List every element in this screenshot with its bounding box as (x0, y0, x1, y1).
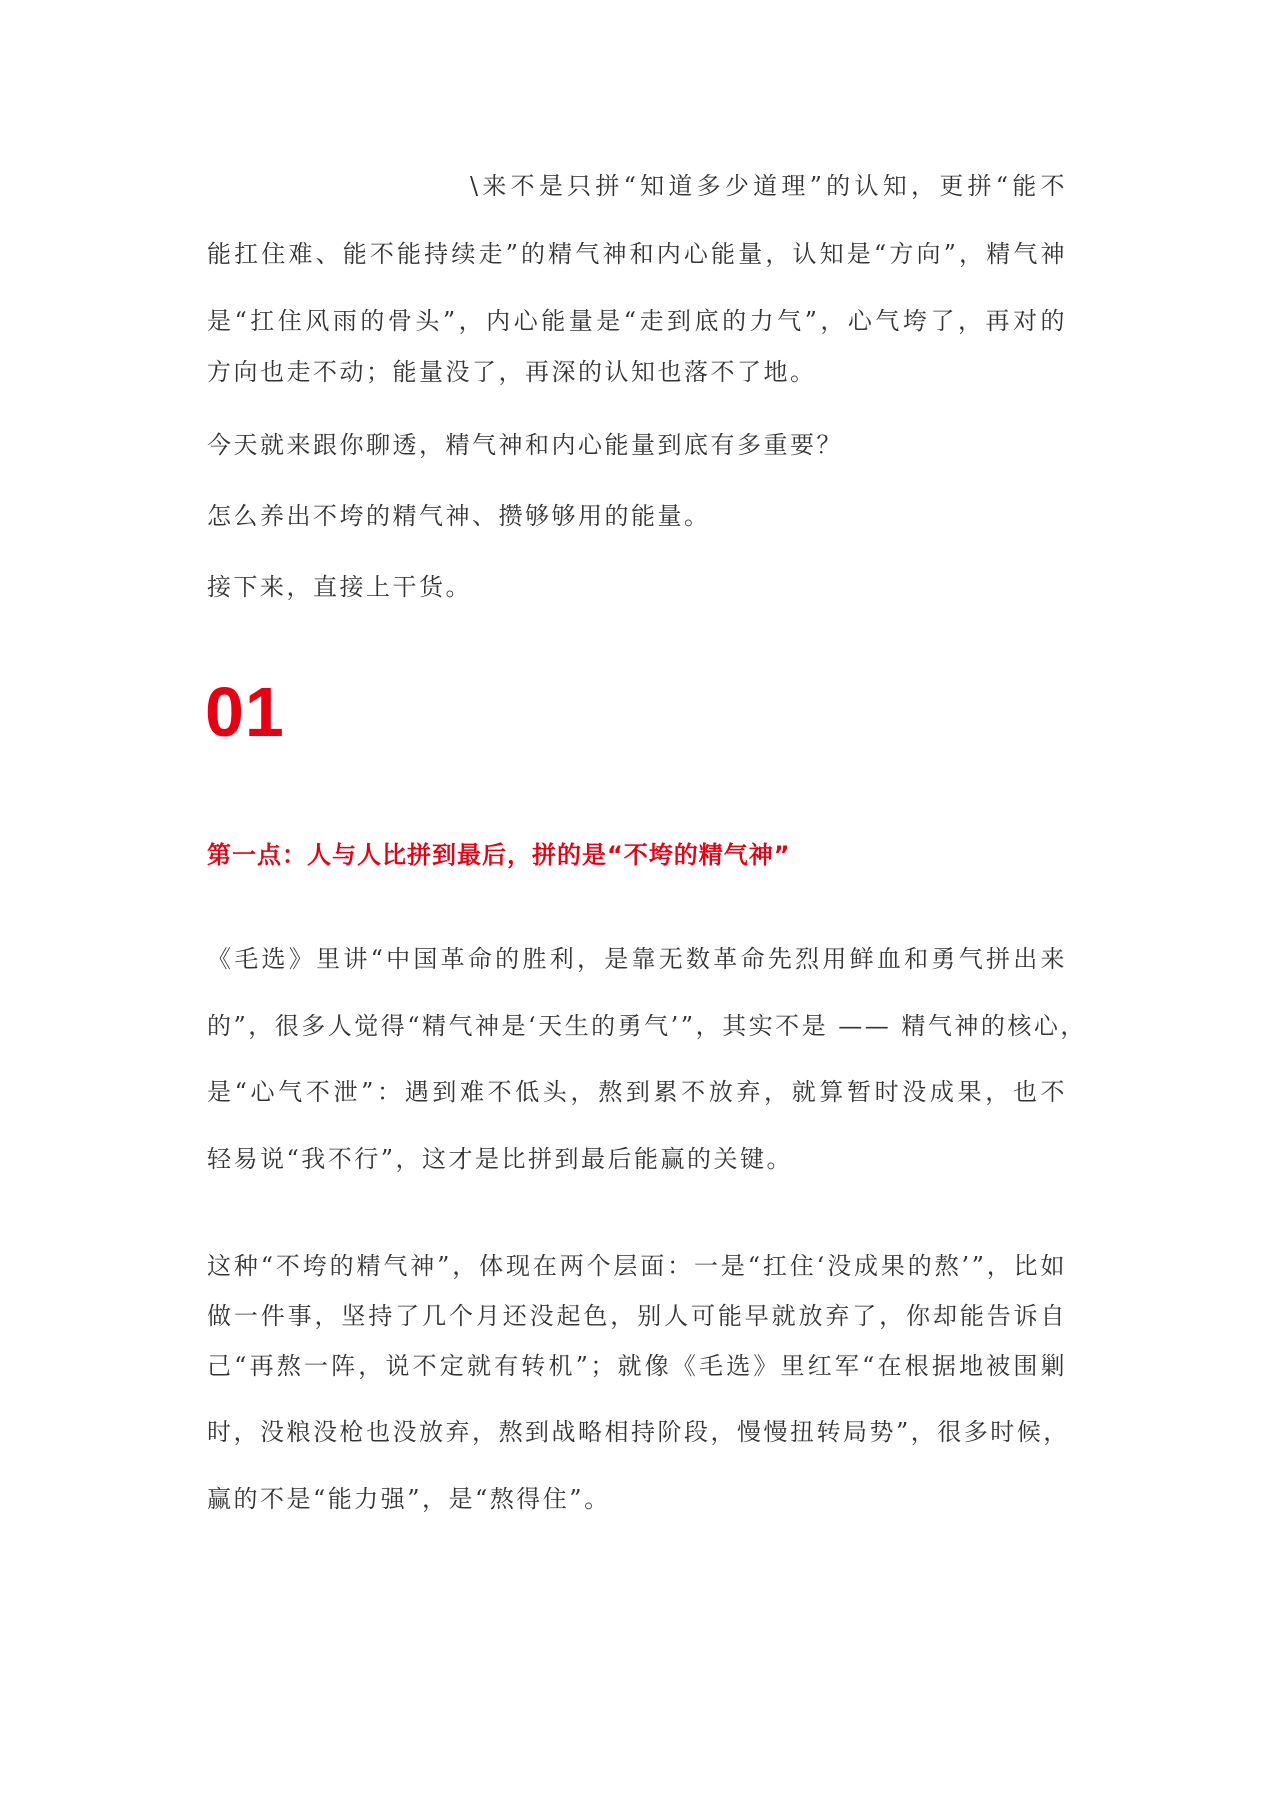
intro-line-4: 方向也走不动；能量没了，再深的认知也落不了地。 (207, 358, 817, 386)
section-para2-line-5: 赢的不是“能力强”，是“熬得住”。 (207, 1485, 611, 1513)
intro-paragraph-4: 接下来，直接上干货。 (207, 573, 472, 601)
intro-line-3: 是“扛住风雨的骨头”，内心能量是“走到底的力气”，心气垮了，再对的 (207, 307, 1067, 335)
section-para2-line-4: 时，没粮没枪也没放弃，熬到战略相持阶段，慢慢扭转局势”，很多时候， (207, 1418, 1070, 1446)
intro-paragraph-3: 怎么养出不垮的精气神、攒够够用的能量。 (207, 502, 711, 530)
section-para2-line-3: 己“再熬一阵，说不定就有转机”；就像《毛选》里红军“在根据地被围剿 (207, 1352, 1067, 1380)
section-heading: 第一点：人与人比拼到最后，拼的是“不垮的精气神” (207, 841, 791, 869)
section-para1-line-2: 的”，很多人觉得“精气神是‘天生的勇气’”，其实不是 —— 精气神的核心， (207, 1012, 1087, 1040)
section-number: 01 (205, 673, 285, 751)
section-para1-line-4: 轻易说“我不行”，这才是比拼到最后能赢的关键。 (207, 1145, 794, 1173)
intro-line-1: \来不是只拼“知道多少道理”的认知，更拼“能不 (470, 172, 1067, 200)
section-para1-line-3: 是“心气不泄”：遇到难不低头，熬到累不放弃，就算暂时没成果，也不 (207, 1078, 1067, 1106)
section-para1-line-1: 《毛选》里讲“中国革命的胜利，是靠无数革命先烈用鲜血和勇气拼出来 (207, 945, 1067, 973)
intro-paragraph-2: 今天就来跟你聊透，精气神和内心能量到底有多重要？ (207, 431, 843, 459)
section-para2-line-1: 这种“不垮的精气神”，体现在两个层面：一是“扛住‘没成果的熬’”，比如 (207, 1252, 1067, 1280)
intro-line-2: 能扛住难、能不能持续走”的精气神和内心能量，认知是“方向”，精气神 (207, 240, 1067, 268)
section-para2-line-2: 做一件事，坚持了几个月还没起色，别人可能早就放弃了，你却能告诉自 (207, 1302, 1067, 1330)
